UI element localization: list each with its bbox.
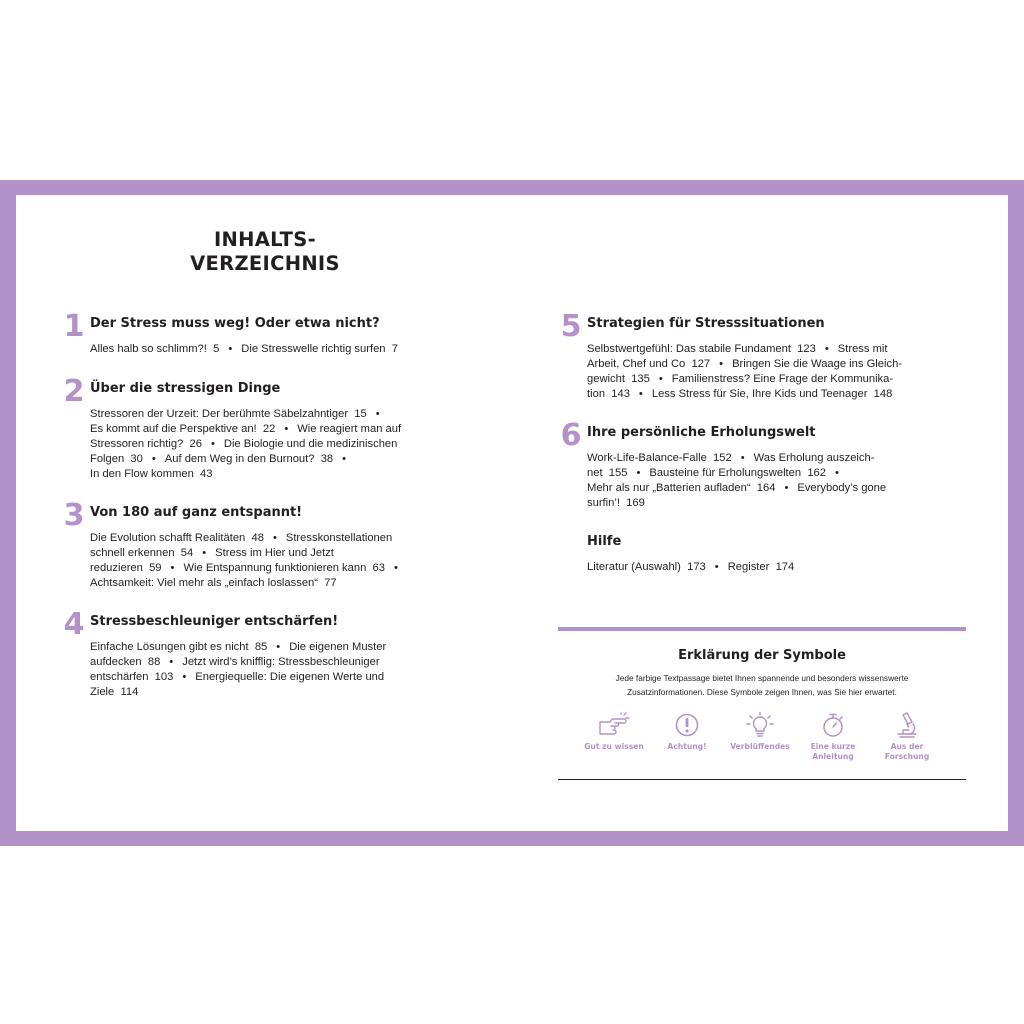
chapter-number: 4 — [63, 607, 85, 642]
entry-text: Everybody’s gone — [797, 482, 887, 494]
entry-text: Less Stress für Sie, Ihre Kids und Teenager 148 — [651, 388, 893, 400]
entry-line — [587, 372, 977, 387]
chapter-title[interactable]: Über die stressigen Dinge — [90, 381, 281, 396]
entry-text: net 155 — [587, 467, 628, 479]
toc-title — [160, 228, 370, 276]
entry-text: Stressoren der Urzeit: Der berühmte Säbelzahntiger 15 — [90, 408, 367, 420]
symbol-eine-kurze-anleitung — [798, 712, 868, 762]
entry-line — [587, 466, 977, 481]
symbols-description-line: Jede farbige Textpassage bietet Ihnen spannende und besonders wissenswerte — [615, 673, 909, 683]
entry-text: Stress im Hier und Jetzt — [215, 547, 334, 559]
entry-text: gewicht 135 — [587, 373, 650, 385]
entry-text: Stressoren richtig? 26 — [90, 438, 202, 450]
bullet-separator: • — [276, 641, 281, 653]
bullet-separator: • — [393, 562, 398, 574]
bullet-separator: • — [784, 482, 789, 494]
entry-line — [90, 452, 480, 467]
entry-text: aufdecken 88 — [90, 656, 161, 668]
chapter-number: 5 — [560, 309, 582, 344]
entry-text: Die eigenen Muster — [289, 641, 387, 653]
warning-icon — [674, 712, 700, 738]
lightbulb-icon — [746, 712, 774, 738]
chapter-number: 3 — [63, 498, 85, 533]
symbols-description — [580, 671, 944, 699]
entry-line — [587, 342, 977, 357]
bullet-separator: • — [375, 408, 380, 420]
chapter-5 — [560, 309, 977, 402]
entry-line — [90, 342, 480, 357]
entry-text: Die Stresswelle richtig surfen 7 — [241, 343, 398, 355]
entry-line — [587, 451, 977, 466]
entry-line — [90, 467, 480, 482]
microscope-icon — [894, 712, 920, 738]
symbol-label: Verblüffendes — [730, 742, 790, 751]
entry-text: Die Evolution schafft Realitäten 48 — [90, 532, 264, 544]
bullet-separator: • — [342, 453, 347, 465]
entry-text: Wie Entspannung funktionieren kann 63 — [183, 562, 385, 574]
chapter-entries — [90, 407, 480, 482]
entry-text: Ziele 114 — [90, 686, 139, 698]
entry-text: Mehr als nur „Batterien aufladen“ 164 — [587, 482, 776, 494]
bullet-separator: • — [824, 343, 829, 355]
symbol-label: Gut zu wissen — [584, 742, 644, 751]
bullet-separator: • — [151, 453, 156, 465]
chapter-title[interactable]: Stressbeschleuniger entschärfen! — [90, 614, 339, 629]
chapter-4 — [63, 607, 480, 700]
chapter-number: 1 — [63, 309, 85, 344]
entry-text: Arbeit, Chef und Co 127 — [587, 358, 711, 370]
bullet-separator: • — [714, 561, 719, 573]
stopwatch-icon — [820, 712, 846, 738]
entry-text: Work-Life-Balance-Falle 152 — [587, 452, 732, 464]
entry-text: tion 143 — [587, 388, 630, 400]
chapter-entries — [587, 342, 977, 402]
bullet-separator: • — [638, 388, 643, 400]
bullet-separator: • — [835, 467, 839, 479]
entry-line — [90, 670, 480, 685]
entry-line — [90, 546, 480, 561]
entry-text: reduzieren 59 — [90, 562, 162, 574]
entry-line — [587, 357, 977, 372]
chapter-title[interactable]: Ihre persönliche Erholungswelt — [587, 425, 816, 440]
symbol-aus-der-forschung — [872, 712, 942, 762]
bullet-separator: • — [182, 671, 187, 683]
entry-line — [587, 560, 977, 575]
entry-text: Jetzt wird’s knifflig: Stressbeschleuniger — [182, 656, 380, 668]
chapter-help — [587, 534, 977, 575]
entry-text: Alles halb so schlimm?! 5 — [90, 343, 220, 355]
chapter-entries — [587, 451, 977, 511]
entry-text: Energiequelle: Die eigenen Werte und — [195, 671, 385, 683]
symbols-description-line: Zusatzinformationen. Diese Symbole zeigen Ihnen, was Sie hier erwartet. — [627, 687, 897, 697]
entry-text: Die Biologie und die medizinischen — [223, 438, 398, 450]
entry-line — [90, 531, 480, 546]
symbols-bottom-rule — [558, 779, 966, 780]
chapter-number: 6 — [560, 418, 582, 453]
chapter-title[interactable]: Der Stress muss weg! Oder etwa nicht? — [90, 316, 380, 331]
toc-title-line-2: VERZEICHNIS — [190, 252, 340, 275]
chapter-entries — [90, 640, 480, 700]
bullet-separator: • — [740, 452, 745, 464]
entry-text: Einfache Lösungen gibt es nicht 85 — [90, 641, 268, 653]
entry-line — [90, 407, 480, 422]
entry-line — [90, 422, 480, 437]
bullet-separator: • — [636, 467, 641, 479]
entry-text: Was Erholung auszeich- — [753, 452, 875, 464]
chapter-title[interactable]: Hilfe — [587, 534, 622, 549]
entry-line — [90, 437, 480, 452]
entry-text: Achtsamkeit: Viel mehr als „einfach loslassen“ 77 — [90, 577, 337, 589]
entry-line — [90, 655, 480, 670]
entry-line — [587, 481, 977, 496]
entry-text: Bringen Sie die Waage ins Gleich- — [732, 358, 903, 370]
entry-text: Es kommt auf die Perspektive an! 22 — [90, 423, 276, 435]
chapter-entries — [90, 531, 480, 591]
symbol-label: Aus der Forschung — [884, 742, 930, 761]
pointing-hand-icon — [597, 712, 631, 738]
bullet-separator: • — [169, 656, 174, 668]
chapter-3 — [63, 498, 480, 591]
symbols-top-rule — [558, 627, 966, 631]
entry-text: Selbstwertgefühl: Das stabile Fundament 123 — [587, 343, 816, 355]
entry-text: schnell erkennen 54 — [90, 547, 194, 559]
bullet-separator: • — [170, 562, 175, 574]
bullet-separator: • — [202, 547, 207, 559]
entry-text: In den Flow kommen 43 — [90, 468, 213, 480]
entry-text: Folgen 30 — [90, 453, 143, 465]
entry-text: surfin’! 169 — [587, 497, 645, 509]
symbols-title: Erklärung der Symbole — [678, 648, 846, 663]
bullet-separator: • — [228, 343, 233, 355]
symbol-verblueffendes — [725, 712, 795, 752]
bullet-separator: • — [210, 438, 215, 450]
symbol-achtung — [652, 712, 722, 752]
symbol-label: Achtung! — [667, 742, 707, 751]
entry-line — [90, 561, 480, 576]
chapter-number: 2 — [63, 374, 85, 409]
entry-text: Stresskonstellationen — [285, 532, 393, 544]
entry-line — [90, 640, 480, 655]
chapter-entries — [90, 342, 480, 357]
entry-line — [587, 387, 977, 402]
chapter-title[interactable]: Strategien für Stresssituationen — [587, 316, 825, 331]
entry-line — [587, 496, 977, 511]
entry-text: Register 174 — [727, 561, 795, 573]
symbol-label: Eine kurze Anleitung — [810, 742, 856, 761]
chapter-title[interactable]: Von 180 auf ganz entspannt! — [90, 505, 303, 520]
chapter-1 — [63, 309, 480, 357]
chapter-6 — [560, 418, 977, 511]
entry-text: Stress mit — [837, 343, 888, 355]
chapter-2 — [63, 374, 480, 482]
bullet-separator: • — [284, 423, 289, 435]
entry-line — [90, 576, 480, 591]
symbol-gut-zu-wissen — [579, 712, 649, 752]
entry-line — [90, 685, 480, 700]
entry-text: Wie reagiert man auf — [297, 423, 402, 435]
entry-text: Familienstress? Eine Frage der Kommunika- — [671, 373, 894, 385]
entry-text: entschärfen 103 — [90, 671, 174, 683]
entry-text: Auf dem Weg in den Burnout? 38 — [164, 453, 334, 465]
bullet-separator: • — [719, 358, 724, 370]
bullet-separator: • — [658, 373, 663, 385]
chapter-entries — [587, 560, 977, 575]
bullet-separator: • — [272, 532, 277, 544]
entry-text: Literatur (Auswahl) 173 — [587, 561, 706, 573]
entry-text: Bausteine für Erholungswelten 162 — [649, 467, 826, 479]
toc-title-line-1: INHALTS- — [213, 228, 317, 251]
